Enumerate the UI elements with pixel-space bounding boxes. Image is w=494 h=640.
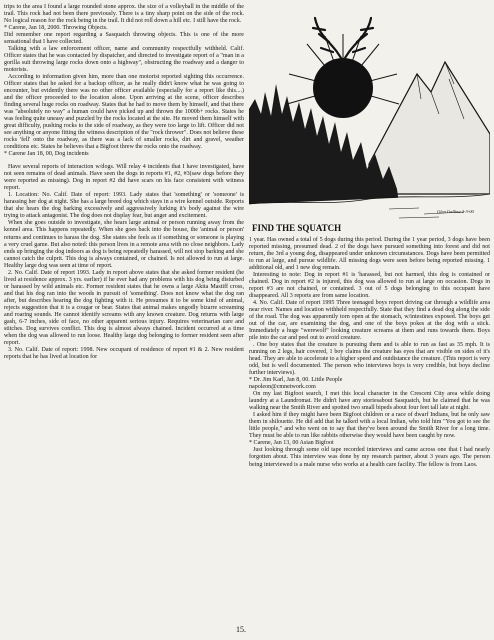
entry-header: * Carene, Jan 18, 2000. Throwing Objects. [4,25,108,32]
paragraph: trips to the area I found a large rounded stone approx. the size of a volleyball in the middle of the trail. This rock had not been there previously. There is a tiny sharp point on the side of the rock. No logical reason for the rock being in the trail. It did not roll down a hill etc. I still have the rock. [4,4,244,25]
paragraph: 1. Location: No. Calif. Date of report: 1993. Lady states that 'something' or 'someone' is harassing her dog at night. She has a large breed dog which stays in a wire kennel outside. Reports that she hears the dog barking excessively and aggressively lurking it's body against the wire trying to attack antagonist. The dog does not display fear, but anger and excitement. [4,192,244,220]
left-text-column [4,4,244,361]
paragraph: When she goes outside to investigate, she hears large animal or person running away from the kennel area. This happens repeatedly. When she goes back into the house, the 'animal or person' returns and continues to harass the dog. She states she feels as if something or someone is playing a very cruel game. But also noted: this person lives in a remote area with no close neighbors. Lady ends up bringing the dog indoors as dog is being repeatedly harassed, will not stop barking and she cannot catch the culprit. This dog is always contained, or chained. Is not allowed to run at large. Healthy large dog was seen at time of report. [4,220,244,269]
entry-header: * Carene Jan 18, 00, Dog incidents [4,151,89,158]
entry-header: * Carene, Jan 13, 00 Asian Bigfoot [249,440,334,447]
paragraph: 4. No. Calif. Date of report 1995 Three teenaged boys report driving car through a wildlife area near river. Names and location withheld respectfully. State that they find a dead dog along the side of the road. The dog was apparently torn open at the stomach, w/intestines exposed. The boys get out of the car, are examining the dog, and one of the boys pokes at the dog with a stick. Immediately a huge "werewolf" looking creature screams at them and runs towards them. Boys pile into the car and peel out to avoid creature. [249,300,490,342]
email-address: napoleon@cmnetwork.com [249,384,316,391]
paragraph: Just looking through some old tape recorded interviews and came across one that I had nearly forgotten about. This interview was done by my research partner, about 3 years ago. The person being interviewed is a male nurse who works at a health care facility. The fellow is from Laos. [249,447,490,468]
squatch-illustration [249,4,490,234]
paragraph: Talking with a law enforcement officer, name and community respectfully withheld. Calif. Officer states that he was contacted by dispatcher, and directed to investigate report of a "man in a gorilla suit throwing large rocks down onto a highway", obstructing the roadway and a danger to motorists. [4,46,244,74]
paragraph: . One boy states that the creature is pursuing them and is able to run as fast as 35 mph. It is running on 2 legs, hair covered, 1 boy claims the creature has eyes that are visible on sides of it's head. They are able to accelerate to a higher speed and outdistance the creature. (This report is very odd, but is well documented. The person who interviews boys is very credible, but boys decline further interviews). [249,342,490,377]
paragraph: Have several reports of interaction w/dogs. Will relay 4 incidents that I have investigated, have not seen remains of dead animals. Have seen the dogs in reports #1, #2, #3(saw dogs before they were reported as missing). Dog in report #2 did have scars on his face consistent with witness report. [4,164,244,192]
paragraph: Did remember one report regarding a Sasquatch throwing objects. This is one of the more sensational that I have collected. [4,32,244,46]
paragraph: On my last Bigfoot search, I met this local character in the Crescent City area while doing laundry at a Laundromat. He didn't have any storiesabout Sasquatch, but he claimed that he was walking near the Smith River and spotted two small bipeds about four feet tall late at night. [249,391,490,412]
paragraph: 1 year. Has owned a total of 5 dogs during this period. During the 1 year period, 3 dogs have been reported missing, presumed dead. 2 of the dogs have pursued something into forest and did not return, the 3rd a young dog, disappeared under unknown circumstances. Dogs have been permitted to run at large, and pursue wildlife. All missing dogs were seen before being reported missing. 1 additional old, and 1 new dog remain. [249,237,490,272]
paragraph: I asked him if they might have been Bigfoot children or a race of dwarf Indians, but he only saw them in shilouette. He did add that he talked with a local Indian, who told him "You got to see the little people," and who went on to say that they've been around the Smith River for a long time. They must be able to run like rabbits otherwise they would have been caught by now. [249,412,490,440]
right-text-column [249,237,490,469]
entry-header: * Dr. Jim Karl, Jan 8, 00. Little People [249,377,343,384]
artist-signature: Glen Gallina 2-3-00 [437,209,474,214]
paragraph: According to information given him, more than one motorist reported sighting this occurrence. Officer states that he asked for a backup officer, as he really didn't know what he was going to encounter, but evidently there was no other officer available (especially for a report like this....) and the officer proceeded to the location alone. Upon arriving at the scene, officer describes finding several huge rocks on roadway. States that he had to move them by himself, and that there was "absolutely no way" a human could have picked up and thrown the 1000b+ rocks. States he was feeling quite uneasy and puzzled by the rocks located at the site. He moved them himself with great difficulty, pushing rocks to the side of roadway, as they were too large to lift. Officer did not see anything or anyone fitting the witness description of the "rock thrower". Does not believe these rocks 'fell' onto the roadway, as there was a lack of smaller rocks, dirt and gravel, weather conditions etc. States he believes that a Bigfoot threw the rocks onto the roadway. [4,74,244,151]
paragraph: Interesting to note: Dog in report #1 is 'harassed, but not harmed, this dog is contained or chained. Dog in report #2 is injured, this dog was allowed to run at large on occasion. Dogs in report #3 are not chained, or contained. 3 out of 5 dogs belonging to this occupant have disappeared. All 3 reports are from same location. [249,272,490,300]
paragraph: 3. No. Calif. Date of report: 1998. New occupant of residence of report #1 & 2. New resident reports that he has lived at location for [4,346,244,360]
illustration-caption: FIND THE SQUATCH [252,223,342,233]
paragraph: 2. No. Calif. Date of report 1993. Lady in report above states that she asked former resident (he lived at residence approx. 3 yrs. earlier) if he ever had any problems with his dog being disturbed or harassed by wild animals etc. Former resident states that he owns a large Akita Mastiff cross, and that his dog ran into the woods in pursuit of 'something'. Does not know what the dog ran after, but describes hearing the dog fighting with it. He presumes it to be some kind of animal, rejects suggestion that it is a cougar or bear. States that animal makes ungodly bizarre screaming and roaring sounds. He cannot identify screams with any known creature. Dog returns with large gash, 6-7 inches, side of face, no other apparent serious injury. Requires veterinarian care and stitches. Dog survives conflict. This dog is almost always chained. Incident occurred at a time when the dog was allowed to run loose. Healthy large dog belonging to former resident seen after report. [4,269,244,346]
page-number: 15. [236,625,246,634]
